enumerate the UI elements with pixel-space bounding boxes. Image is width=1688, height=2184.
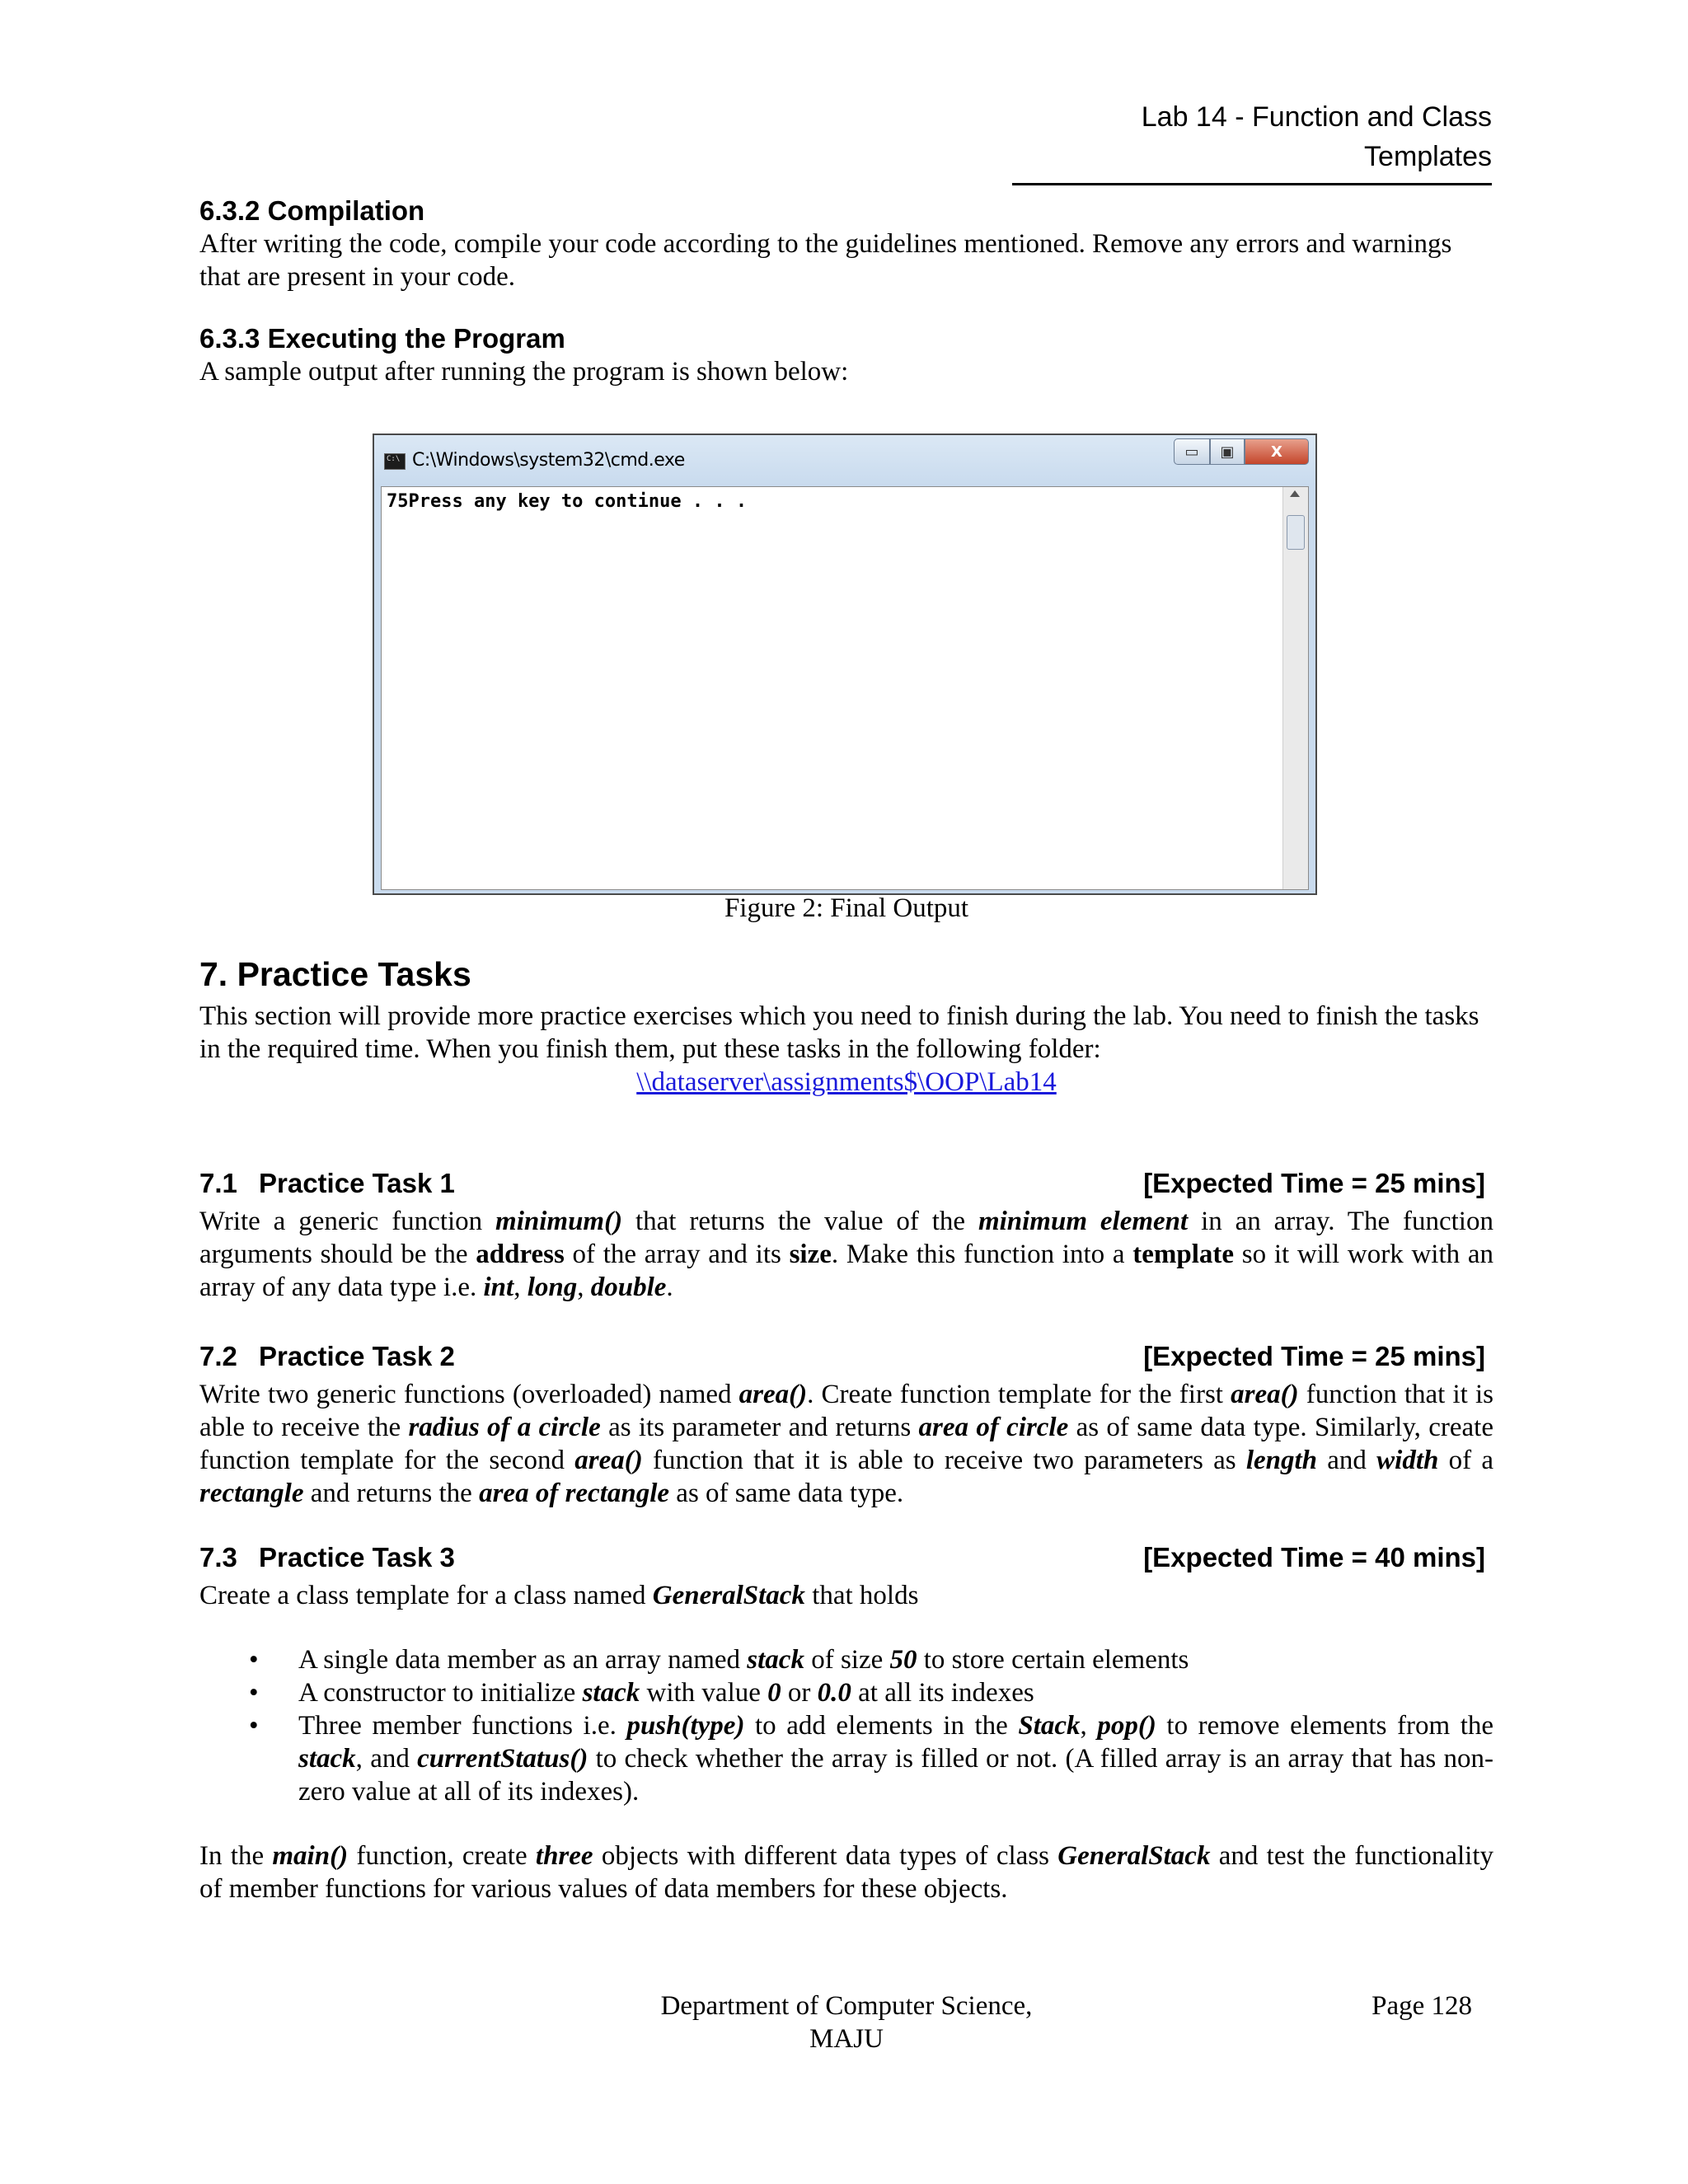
task-title: Practice Task 2 — [259, 1341, 455, 1371]
expected-time: [Expected Time = 40 mins] — [1143, 1542, 1485, 1572]
section-executing — [199, 322, 1493, 388]
list-item: • A constructor to initialize stack with value 0 or 0.0 at all its indexes — [199, 1676, 1493, 1709]
practice-task-2 — [199, 1340, 1493, 1510]
console-icon: C:\ — [384, 453, 406, 470]
task-description: Write a generic function minimum() that returns the value of the minimum element in an array. The function arguments should be the address of the array and its size. Make this function into a template so it will work with an array of any data type i.e. int, long, double. — [199, 1207, 1494, 1302]
footer-department: Department of Computer Science, — [660, 1991, 1033, 2021]
task-description: Write two generic functions (overloaded) named area(). Create function template for the first area() function that it is able to receive the radius of a circle as its parameter and returns area of circle as of same data type. Similarly, create function template for the second area() function that it is able to receive two parameters as length and width of a rectangle and returns the area of rectangle as of same data type. — [199, 1380, 1493, 1508]
figure-caption: Figure 2: Final Output — [724, 893, 969, 923]
scroll-up-arrow-icon — [1290, 490, 1300, 497]
footer-university: MAJU — [809, 2024, 884, 2054]
task-heading — [199, 1340, 1493, 1373]
task-number: 7.2 — [199, 1341, 237, 1371]
running-header: Lab 14 - Function and Class Templates — [1012, 97, 1492, 185]
console-output: 75Press any key to continue . . . — [387, 491, 748, 512]
practice-task-1 — [199, 1167, 1493, 1304]
section-heading: 6.3.2 Compilation — [199, 195, 425, 226]
window-title: C:\Windows\system32\cmd.exe — [412, 450, 685, 471]
task-title: Practice Task 3 — [259, 1542, 455, 1572]
task-number: 7.3 — [199, 1542, 237, 1572]
window-controls — [1174, 438, 1309, 466]
task-main-instructions: In the main() function, create three objects with different data types of class GeneralStack and test the functionality of member functions for various values of data members for these objects. — [199, 1841, 1494, 1904]
expected-time: [Expected Time = 25 mins] — [1143, 1168, 1485, 1198]
paragraph: After writing the code, compile your code according to the guidelines mentioned. Remove any errors and warnings that are present in your code. — [199, 229, 1452, 292]
folder-link-line — [199, 1066, 1493, 1099]
maximize-icon: ▣ — [1210, 438, 1245, 465]
section-practice-tasks — [199, 954, 1493, 1099]
expected-time: [Expected Time = 25 mins] — [1143, 1341, 1485, 1371]
cmd-window-screenshot — [373, 434, 1317, 895]
task-heading — [199, 1541, 1493, 1574]
scroll-thumb — [1287, 515, 1305, 550]
folder-link[interactable]: \\dataserver\assignments$\OOP\Lab14 — [636, 1067, 1057, 1097]
page-number: Page 128 — [1372, 1991, 1472, 2021]
paragraph: A sample output after running the program is shown below: — [199, 357, 849, 387]
list-item: • A single data member as an array named stack of size 50 to store certain elements — [199, 1643, 1493, 1676]
paragraph: This section will provide more practice exercises which you need to finish during the lab. You need to finish the tasks in the required time. When you finish them, put these tasks in the following folder: — [199, 1001, 1479, 1064]
requirements-list — [199, 1643, 1493, 1808]
task-intro: Create a class template for a class named GeneralStack that holds — [199, 1581, 919, 1610]
minimize-icon: ▭ — [1174, 438, 1210, 465]
practice-task-3 — [199, 1541, 1493, 1905]
page-footer — [199, 1990, 1493, 2055]
console-area — [381, 486, 1309, 890]
close-icon: X — [1245, 438, 1309, 465]
section-heading: 6.3.3 Executing the Program — [199, 323, 565, 354]
task-heading — [199, 1167, 1493, 1200]
section-heading: 7. Practice Tasks — [199, 955, 471, 993]
section-compilation — [199, 194, 1493, 293]
scrollbar — [1282, 487, 1308, 889]
list-item: • Three member functions i.e. push(type) to add elements in the Stack, pop() to remove elements from the stack, and currentStatus() to check whether the array is filled or not. (A filled array is an array that has non-zero value at all of its indexes). — [199, 1709, 1493, 1808]
window-titlebar — [374, 435, 1315, 486]
task-title: Practice Task 1 — [259, 1168, 455, 1198]
task-number: 7.1 — [199, 1168, 237, 1198]
